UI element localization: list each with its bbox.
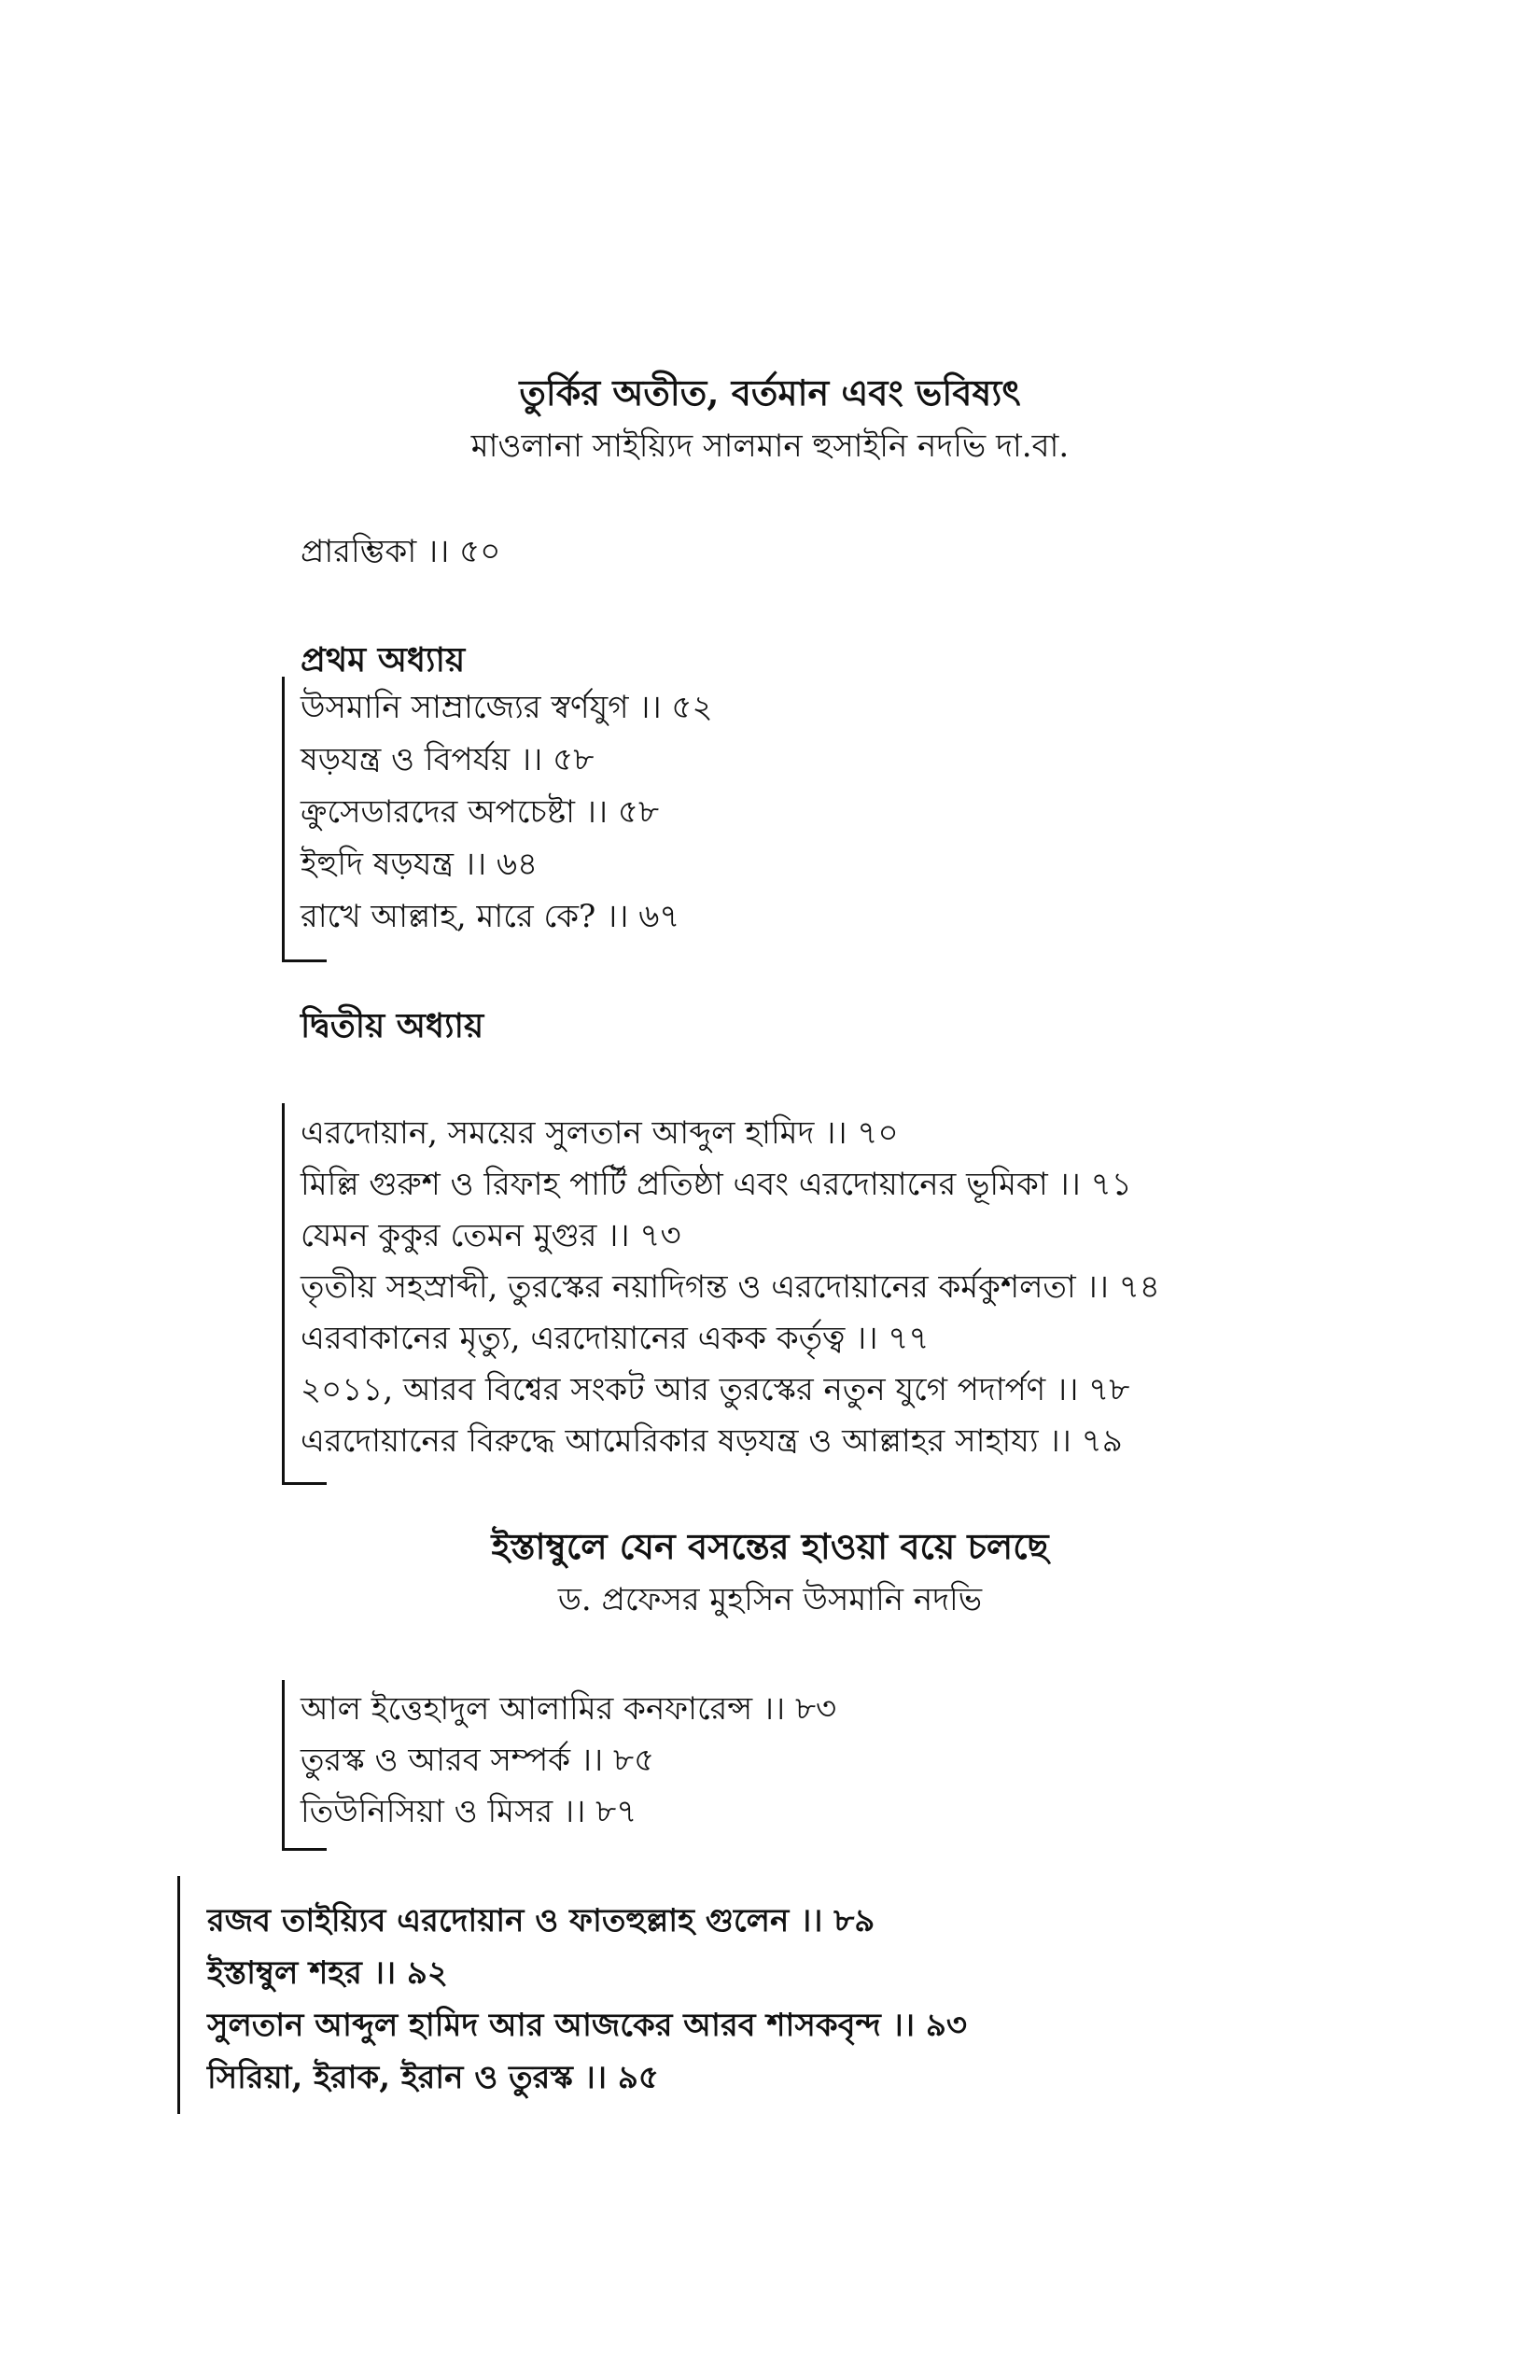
toc-entry[interactable]: ষড়যন্ত্র ও বিপর্যয় ।। ৫৮	[301, 741, 595, 778]
toc-entry[interactable]: রজব তাইয়্যিব এরদোয়ান ও ফাতহুল্লাহ গুলেন ।। ৮৯	[207, 1902, 875, 1939]
chapter2-bracket	[282, 1103, 285, 1484]
toc-entry[interactable]: ২০১১, আরব বিশ্বের সংকট আর তুরস্কের নতুন যুগে পদার্পণ ।। ৭৮	[301, 1371, 1130, 1408]
chapter2-heading: দ্বিতীয় অধ্যায়	[301, 1006, 484, 1045]
toc-entry[interactable]: রাখে আল্লাহ, মারে কে? ।। ৬৭	[301, 898, 680, 935]
part1-title: তুর্কির অতীত, বর্তমান এবং ভবিষ্যৎ	[519, 371, 1021, 413]
part3-bar	[177, 1876, 180, 2114]
intro-entry[interactable]: প্রারম্ভিকা ।। ৫০	[301, 533, 501, 570]
toc-entry[interactable]: আল ইত্তেহাদুল আলামির কনফারেন্স ।। ৮৩	[301, 1690, 837, 1728]
toc-entry[interactable]: তুরস্ক ও আরব সম্পর্ক ।। ৮৫	[301, 1742, 655, 1779]
part2-bracket-foot	[282, 1848, 327, 1851]
toc-entry[interactable]: ইহুদি ষড়যন্ত্র ।। ৬৪	[301, 846, 539, 883]
part2-author: ড. প্রফেসর মুহসিন উসমানি নদভি	[557, 1581, 983, 1618]
toc-entry[interactable]: সুলতান আব্দুল হামিদ আর আজকের আরব শাসকবৃন্দ ।। ৯৩	[207, 2007, 968, 2044]
toc-entry[interactable]: এরদোয়ান, সময়ের সুলতান আব্দুল হামিদ ।। ৭০	[301, 1114, 899, 1152]
chapter2-bracket-foot	[282, 1482, 327, 1485]
toc-entry[interactable]: উসমানি সাম্রাজ্যের স্বর্ণযুগ ।। ৫২	[301, 689, 713, 726]
part2-title: ইস্তাম্বুলে যেন বসন্তের হাওয়া বয়ে চলছে	[491, 1525, 1049, 1567]
toc-entry[interactable]: ইস্তাম্বুল শহর ।। ৯২	[207, 1954, 449, 1992]
toc-entry[interactable]: তৃতীয় সহস্রাব্দী, তুরস্কের নয়াদিগন্ত ও এরদোয়ানের কর্মকুশলতা ।। ৭৪	[301, 1268, 1160, 1306]
toc-entry[interactable]: সিরিয়া, ইরাক, ইরান ও তুরস্ক ।। ৯৫	[207, 2059, 659, 2096]
toc-entry[interactable]: তিউনিসিয়া ও মিসর ।। ৮৭	[301, 1793, 637, 1830]
chapter1-heading: প্রথম অধ্যায়	[301, 640, 466, 679]
toc-entry[interactable]: ক্রুসেডারদের অপচেষ্টা ।। ৫৮	[301, 793, 660, 831]
toc-entry[interactable]: এরবাকানের মৃত্যু, এরদোয়ানের একক কর্তৃত্ব ।। ৭৭	[301, 1320, 930, 1357]
toc-entry[interactable]: যেমন কুকুর তেমন মুগুর ।। ৭৩	[301, 1217, 681, 1254]
toc-entry[interactable]: মিল্লি গুরুশ ও রিফাহ পার্টি প্রতিষ্ঠা এবং এরদোয়ানের ভূমিকা ।। ৭১	[301, 1166, 1132, 1203]
chapter1-bracket	[282, 677, 285, 961]
toc-entry[interactable]: এরদোয়ানের বিরুদ্ধে আমেরিকার ষড়যন্ত্র ও আল্লাহর সাহায্য ।। ৭৯	[301, 1422, 1123, 1460]
chapter1-bracket-foot	[282, 959, 327, 962]
part2-bracket	[282, 1680, 285, 1850]
part1-author: মাওলানা সাইয়্যিদ সালমান হুসাইনি নদভি দা.বা.	[470, 427, 1070, 465]
